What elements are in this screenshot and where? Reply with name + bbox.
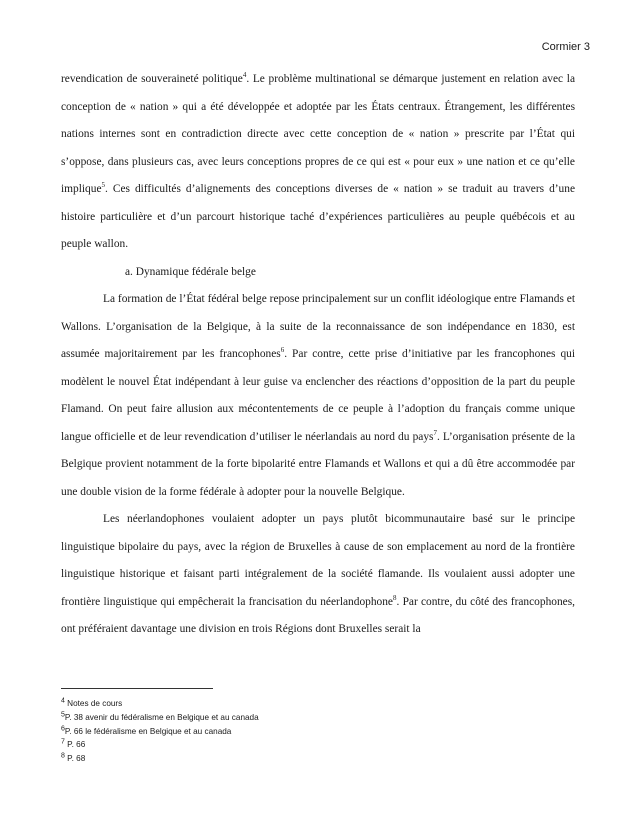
text-segment: . Par contre, du côté des francophones, ont préféraient davantage une division en trois Régions dont Bruxelles serait la — [61, 595, 575, 635]
footnote-ref: 5 — [101, 181, 105, 190]
footnote-text: P. 66 le fédéralisme en Belgique et au canada — [64, 726, 232, 736]
footnote-ref: 7 — [433, 428, 437, 437]
footnote-ref: 8 — [392, 593, 397, 602]
text-segment: . L’organisation présente de la Belgique provient notamment de la forte bipolarité entre Flamands et Wallons et qui a dû être accommodée par une double vision de la forme fédérale à adopter pour la nouvelle Belgique. — [61, 430, 575, 498]
footnote-ref: 4 — [242, 71, 247, 80]
footnote-separator — [61, 688, 213, 689]
text-segment: a. Dynamique fédérale belge — [125, 265, 256, 278]
paragraph-formation — [61, 286, 575, 506]
text-segment: . Le problème multinational se démarque justement en relation avec la conception de « nation » qui a été développée et adoptée par les États centraux. Étrangement, les différentes nations internes sont en contradiction directe avec cette conception de « nation » prescrite par l’État qui s’oppose, dans plusieurs cas, avec leurs conceptions propres de ce qui est « pour eux » une nation et ce qu’elle implique — [61, 73, 575, 195]
text-segment: La formation de l’État fédéral belge repose principalement sur un conflit idéologique entre Flamands et Wallons. L’organisation de la Belgique, à la suite de la reconnaissance de son indépendance en 1830, est assumée majoritairement par les francophones — [61, 293, 575, 360]
footnote-item — [61, 725, 259, 739]
footnote-ref: 6 — [280, 346, 285, 355]
paragraph-intro — [61, 66, 575, 259]
footnote-text: P. 66 — [64, 740, 86, 750]
footnote-number: 7 — [61, 738, 65, 746]
footnote-item — [61, 697, 259, 711]
text-segment: . Ces difficultés d’alignements des conceptions diverses de « nation » se traduit au travers d’une histoire particulière et d’un parcourt historique taché d’expériences particulières au peuple québécois et au peuple wallon. — [61, 183, 575, 250]
footnote-number: 5 — [61, 711, 65, 719]
footnote-item — [61, 738, 259, 752]
footnote-number: 6 — [61, 724, 65, 732]
footnotes — [61, 697, 259, 766]
section-heading — [61, 259, 575, 287]
footnote-text: P. 68 — [64, 754, 86, 764]
footnote-number: 8 — [61, 752, 65, 760]
text-segment: . Par contre, cette prise d’initiative par les francophones qui modèlent le nouvel État indépendant à leur guise va enclencher des réactions d’opposition de la part du peuple Flamand. On peut faire allusion aux mécontentements de ce peuple à l’adoption du français comme unique langue officielle et de leur revendication d’utiliser le néerlandais au nord du pays — [61, 348, 575, 443]
footnote-text: P. 38 avenir du fédéralisme en Belgique et au canada — [64, 712, 259, 722]
text-segment: revendication de souveraineté politique — [61, 73, 243, 85]
footnote-number: 4 — [61, 697, 65, 705]
footnote-item — [61, 711, 259, 725]
footnote-text: Notes de cours — [64, 699, 123, 708]
body-text — [61, 66, 575, 644]
footnote-item — [61, 752, 259, 766]
text-segment: Les néerlandophones voulaient adopter un pays plutôt bicommunautaire basé sur le principe linguistique bipolaire du pays, avec la région de Bruxelles à cause de son emplacement au nord de la frontière linguistique historique et faisant parti intégralement de la société flamande. Ils voulaient aussi adopter une frontière linguistique qui empêcherait la francisation du néerlandophone — [61, 513, 575, 608]
paragraph-neerlandophones — [61, 506, 575, 644]
page-header: Cormier 3 — [541, 41, 590, 53]
